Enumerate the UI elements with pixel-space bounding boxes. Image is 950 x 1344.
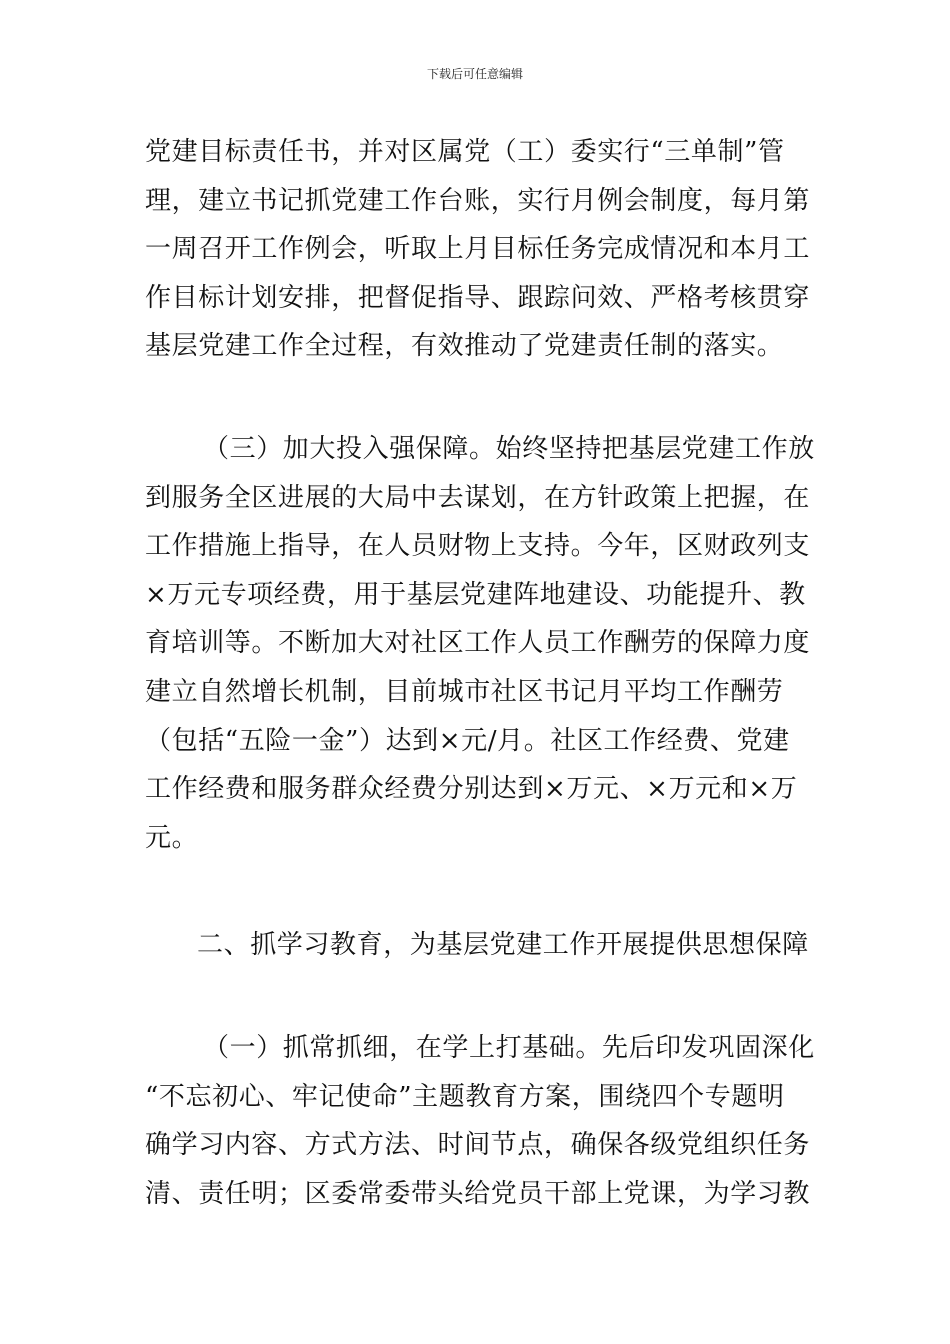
text-line: 一周召开工作例会，听取上月目标任务完成情况和本月工 [145,234,811,265]
text-line: （包括“五险一金”）达到×元/月。社区工作经费、党建 [145,725,790,756]
text-line: 确学习内容、方式方法、时间节点，确保各级党组织任务 [145,1130,811,1161]
text-line: 工作措施上指导，在人员财物上支持。今年，区财政列支 [145,531,811,562]
paragraph-study [145,1024,815,1218]
text-line: 育培训等。不断加大对社区工作人员工作酬劳的保障力度 [145,628,811,659]
text-line: 理，建立书记抓党建工作台账，实行月例会制度，每月第 [145,185,811,216]
text-line: 建立自然增长机制，目前城市社区书记月平均工作酬劳 [145,676,784,707]
text-line: 清、责任明；区委常委带头给党员干部上党课，为学习教 [145,1178,811,1209]
text-line: （一）抓常抓细，在学上打基础。先后印发巩固深化 [203,1033,815,1063]
text-line: ×万元专项经费，用于基层党建阵地建设、功能提升、教 [145,579,806,610]
text-line: （三）加大投入强保障。始终坚持把基层党建工作放 [203,434,815,464]
text-line: 党建目标责任书，并对区属党（工）委实行“三单制”管 [145,137,785,167]
text-line: 作目标计划安排，把督促指导、跟踪问效、严格考核贯穿 [145,282,811,313]
text-line: 到服务全区进展的大局中去谋划，在方针政策上把握，在 [145,482,811,513]
section-heading [145,921,810,970]
text-line: “不忘初心、牢记使命”主题教育方案，围绕四个专题明 [145,1081,785,1112]
text-line: 工作经费和服务群众经费分别达到×万元、×万元和×万 [145,774,798,805]
paragraph-responsibility [145,128,810,371]
text-line: 基层党建工作全过程，有效推动了党建责任制的落实。 [145,331,784,362]
paragraph-investment [145,425,815,862]
text-line: 元。 [145,822,199,853]
section-heading-text: 二、抓学习教育，为基层党建工作开展提供思想保障 [197,930,809,960]
page-header-note: 下载后可任意编辑 [426,67,523,81]
